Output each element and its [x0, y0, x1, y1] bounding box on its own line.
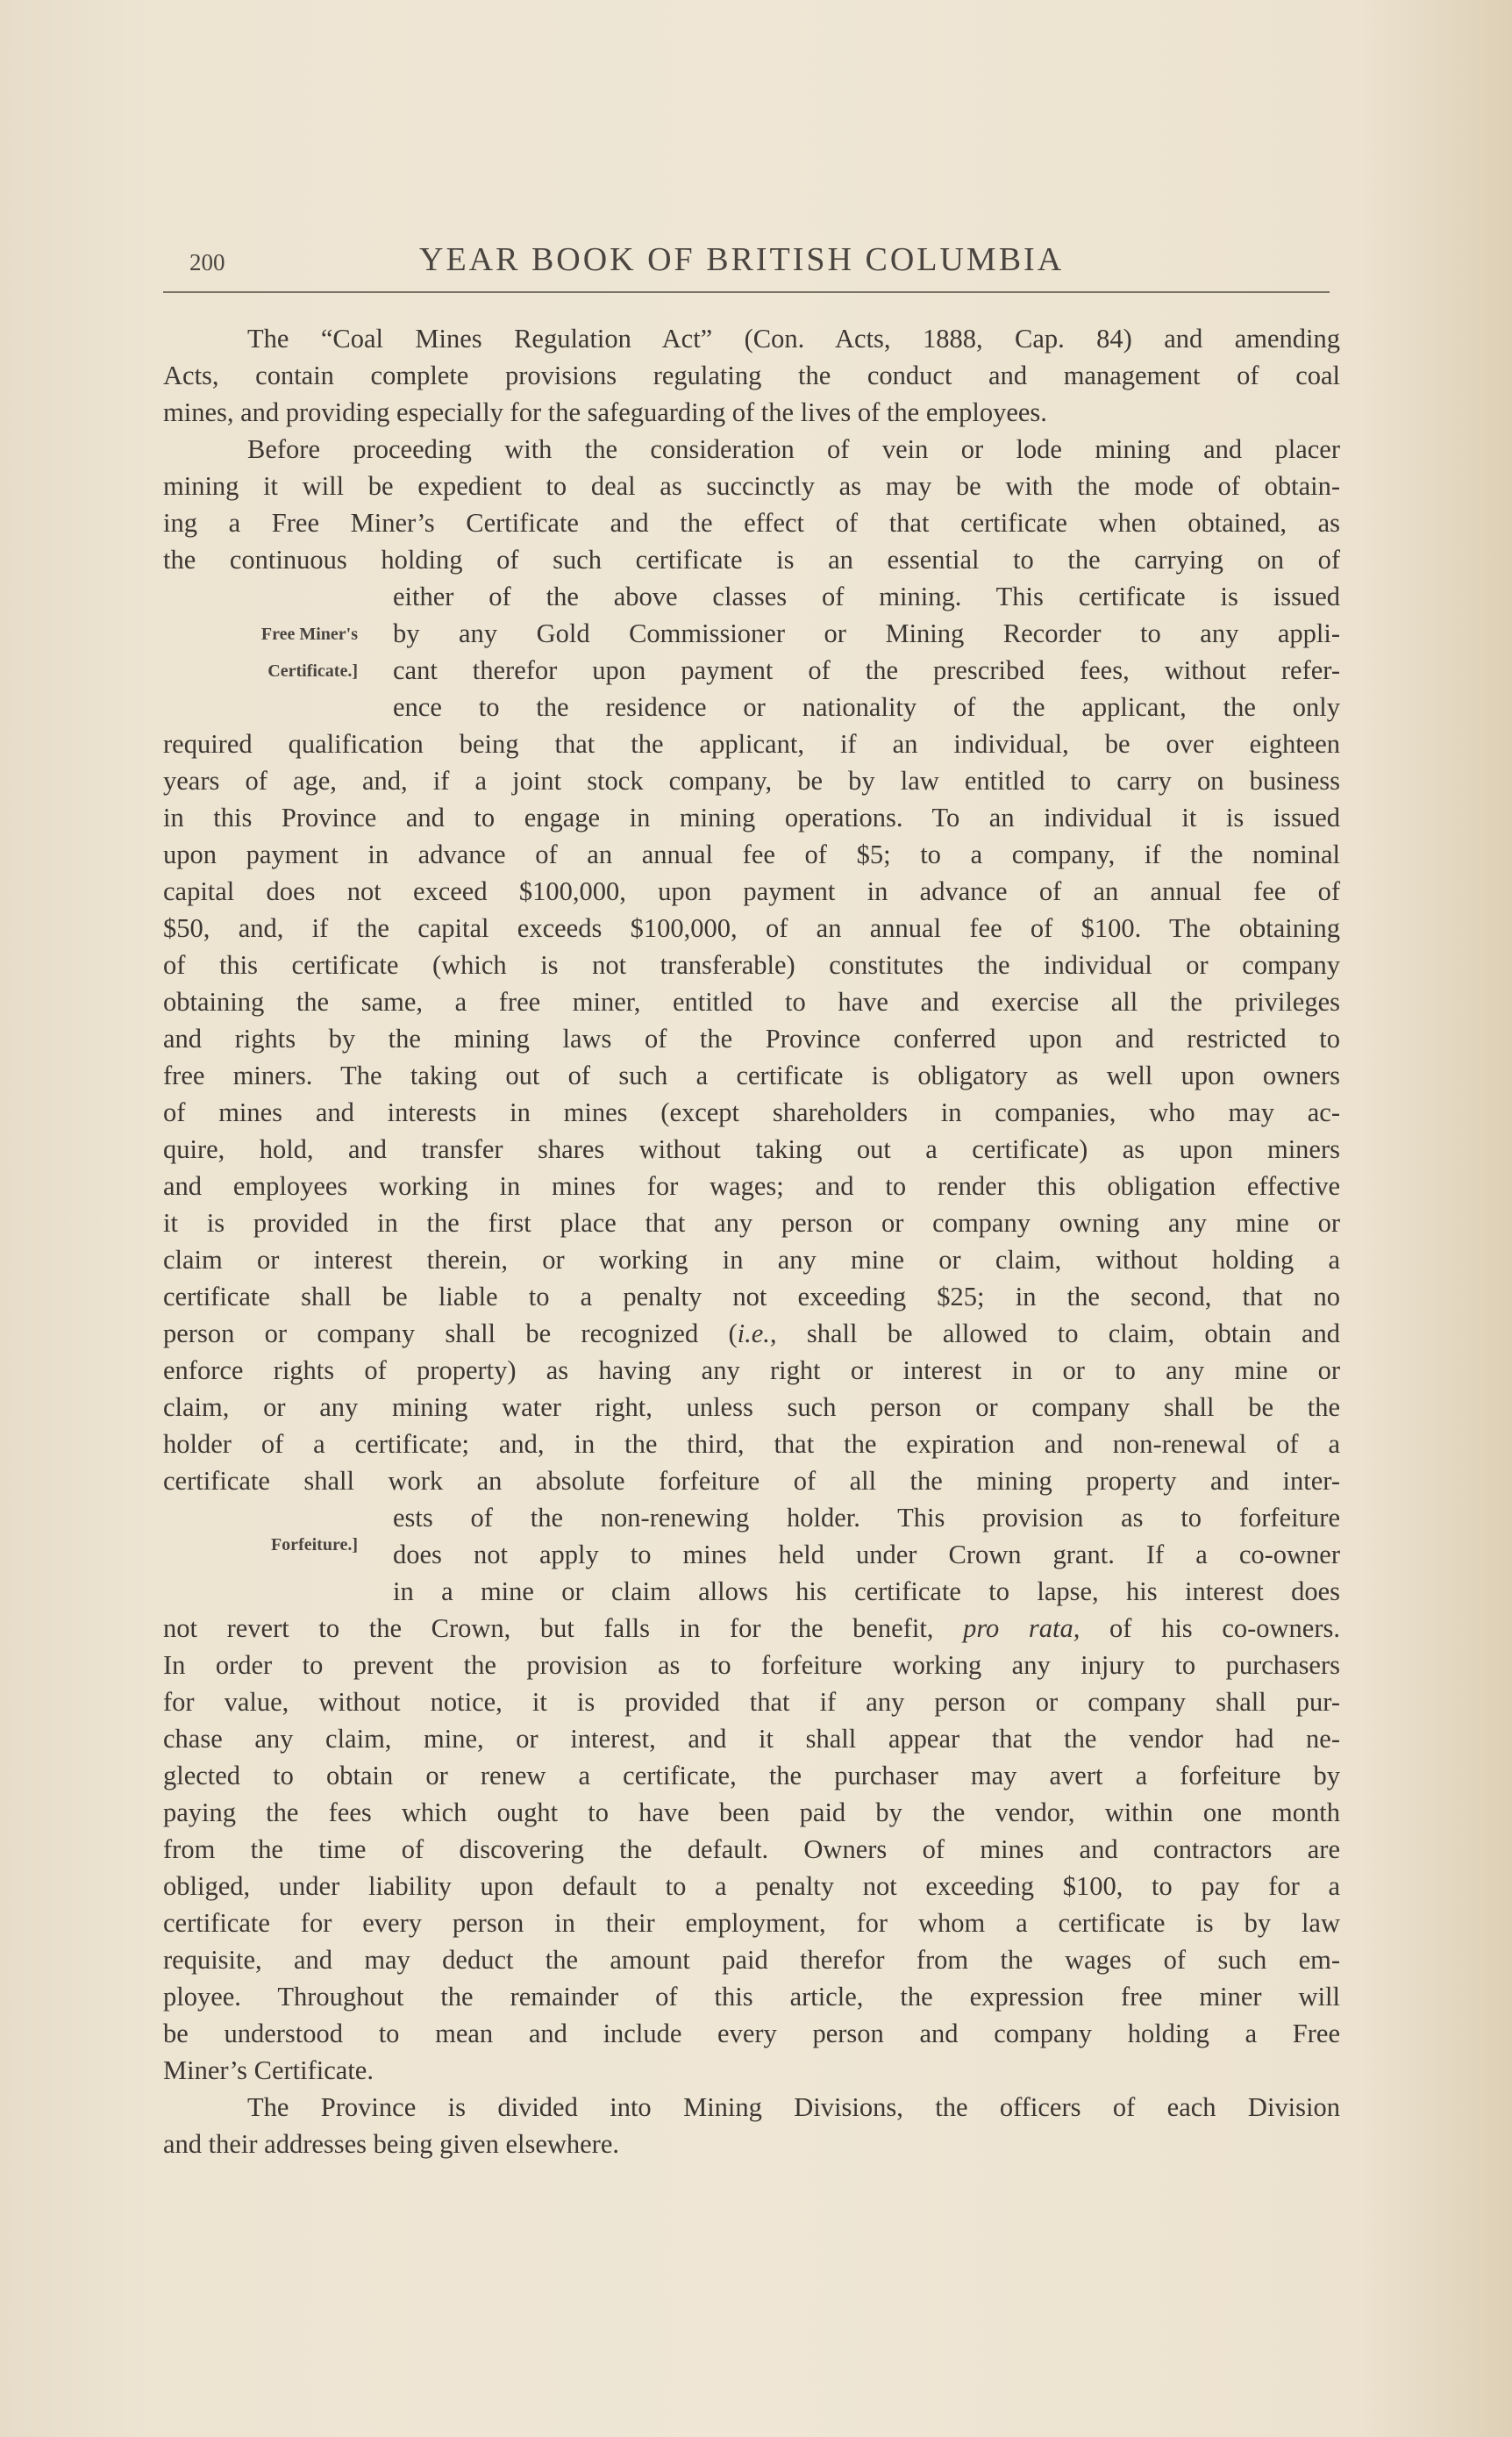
text-line: claim, or any mining water right, unless such person or company shall be the — [163, 1392, 1340, 1422]
text-line: certificate shall be liable to a penalty not exceeding $25; in the second, that no — [163, 1282, 1340, 1311]
text-line: glected to obtain or renew a certificate, the purchaser may avert a forfeiture by — [163, 1761, 1340, 1790]
text-line: of this certificate (which is not transferable) constitutes the individual or company — [163, 950, 1340, 980]
text-fragment: person or company shall be recognized ( — [163, 1319, 738, 1348]
margin-note-free-miners: Free Miner's — [260, 625, 358, 644]
text-line: Before proceeding with the consideration of vein or lode mining and placer — [247, 434, 1340, 464]
text-line: mining it will be expedient to deal as succinctly as may be with the mode of obtain- — [163, 471, 1340, 501]
text-line: Acts, contain complete provisions regulating the conduct and management of coal — [163, 361, 1340, 390]
text-line: The “Coal Mines Regulation Act” (Con. Acts, 1888, Cap. 84) and amending — [247, 324, 1340, 354]
text-line: free miners. The taking out of such a certificate is obligatory as well upon owners — [163, 1061, 1340, 1090]
text-line: and employees working in mines for wages; and to render this obligation effective — [163, 1171, 1340, 1201]
text-line: of mines and interests in mines (except shareholders in companies, who may ac- — [163, 1097, 1340, 1127]
text-line: the continuous holding of such certificate is an essential to the carrying on of — [163, 545, 1340, 575]
text-line: it is provided in the first place that any person or company owning any mine or — [163, 1208, 1340, 1238]
italic-fragment: pro rata, — [963, 1613, 1081, 1643]
text-line: holder of a certificate; and, in the third, that the expiration and non-renewal of a — [163, 1429, 1340, 1459]
text-line: In order to prevent the provision as to forfeiture working any injury to purchasers — [163, 1650, 1340, 1680]
text-line: cant therefor upon payment of the prescribed fees, without refer- — [393, 655, 1340, 685]
text-fragment: shall be allowed to claim, obtain and — [776, 1319, 1340, 1348]
text-line: ence to the residence or nationality of the applicant, the only — [393, 692, 1340, 722]
text-line: upon payment in advance of an annual fee of $5; to a company, if the nominal — [163, 840, 1340, 869]
text-line: by any Gold Commissioner or Mining Recorder to any appli- — [393, 618, 1340, 648]
text-line: capital does not exceed $100,000, upon payment in advance of an annual fee of — [163, 876, 1340, 906]
header-rule — [163, 291, 1330, 293]
text-line: ests of the non-renewing holder. This provision as to forfeiture — [393, 1503, 1340, 1533]
page-header — [163, 240, 1330, 281]
text-line: mines, and providing especially for the safeguarding of the lives of the employees. — [163, 397, 1047, 427]
text-line: paying the fees which ought to have been paid by the vendor, within one month — [163, 1797, 1340, 1827]
text-line: certificate shall work an absolute forfeiture of all the mining property and inter- — [163, 1466, 1340, 1496]
running-title: YEAR BOOK OF BRITISH COLUMBIA — [419, 241, 1065, 278]
text-line: chase any claim, mine, or interest, and it shall appear that the vendor had ne- — [163, 1724, 1340, 1754]
text-line: years of age, and, if a joint stock company, be by law entitled to carry on business — [163, 766, 1340, 796]
italic-fragment: i.e., — [737, 1319, 777, 1348]
text-line: certificate for every person in their employment, for whom a certificate is by law — [163, 1908, 1340, 1938]
text-line: either of the above classes of mining. This certificate is issued — [393, 582, 1340, 611]
text-line: enforce rights of property) as having any right or interest in or to any mine or — [163, 1355, 1340, 1385]
text-line: does not apply to mines held under Crown grant. If a co-owner — [393, 1540, 1340, 1569]
page-number: 200 — [189, 249, 225, 275]
text-line: required qualification being that the applicant, if an individual, be over eighteen — [163, 729, 1340, 759]
text-line: quire, hold, and transfer shares without taking out a certificate) as upon miners — [163, 1134, 1340, 1164]
text-line: requisite, and may deduct the amount paid therefor from the wages of such em- — [163, 1945, 1340, 1975]
text-line: Miner’s Certificate. — [163, 2055, 374, 2085]
text-line: from the time of discovering the default. Owners of mines and contractors are — [163, 1834, 1340, 1864]
text-line: and their addresses being given elsewhere. — [163, 2129, 620, 2159]
text-line: and rights by the mining laws of the Province conferred upon and restricted to — [163, 1024, 1340, 1054]
text-line: obliged, under liability upon default to a penalty not exceeding $100, to pay for a — [163, 1871, 1340, 1901]
margin-note-forfeiture: Forfeiture.] — [270, 1535, 358, 1554]
text-line-with-italic — [163, 1316, 1340, 1351]
text-line: The Province is divided into Mining Divisions, the officers of each Division — [247, 2092, 1340, 2122]
text-line: ployee. Throughout the remainder of this article, the expression free miner will — [163, 1982, 1340, 2012]
text-line: for value, without notice, it is provided that if any person or company shall pur- — [163, 1687, 1340, 1717]
text-line: obtaining the same, a free miner, entitled to have and exercise all the privileges — [163, 987, 1340, 1017]
margin-note-certificate: Certificate.] — [267, 661, 358, 681]
text-line-with-italic — [163, 1611, 1340, 1646]
text-fragment: of his co-owners. — [1080, 1613, 1340, 1643]
text-line: be understood to mean and include every person and company holding a Free — [163, 2019, 1340, 2048]
text-fragment: not revert to the Crown, but falls in for the benefit, — [163, 1613, 964, 1643]
text-line: in a mine or claim allows his certificate to lapse, his interest does — [393, 1576, 1340, 1606]
text-line: claim or interest therein, or working in any mine or claim, without holding a — [163, 1245, 1340, 1275]
text-line: ing a Free Miner’s Certificate and the effect of that certificate when obtained, as — [163, 508, 1340, 538]
text-line: in this Province and to engage in mining operations. To an individual it is issued — [163, 803, 1340, 833]
text-line: $50, and, if the capital exceeds $100,000, of an annual fee of $100. The obtaining — [163, 913, 1340, 943]
